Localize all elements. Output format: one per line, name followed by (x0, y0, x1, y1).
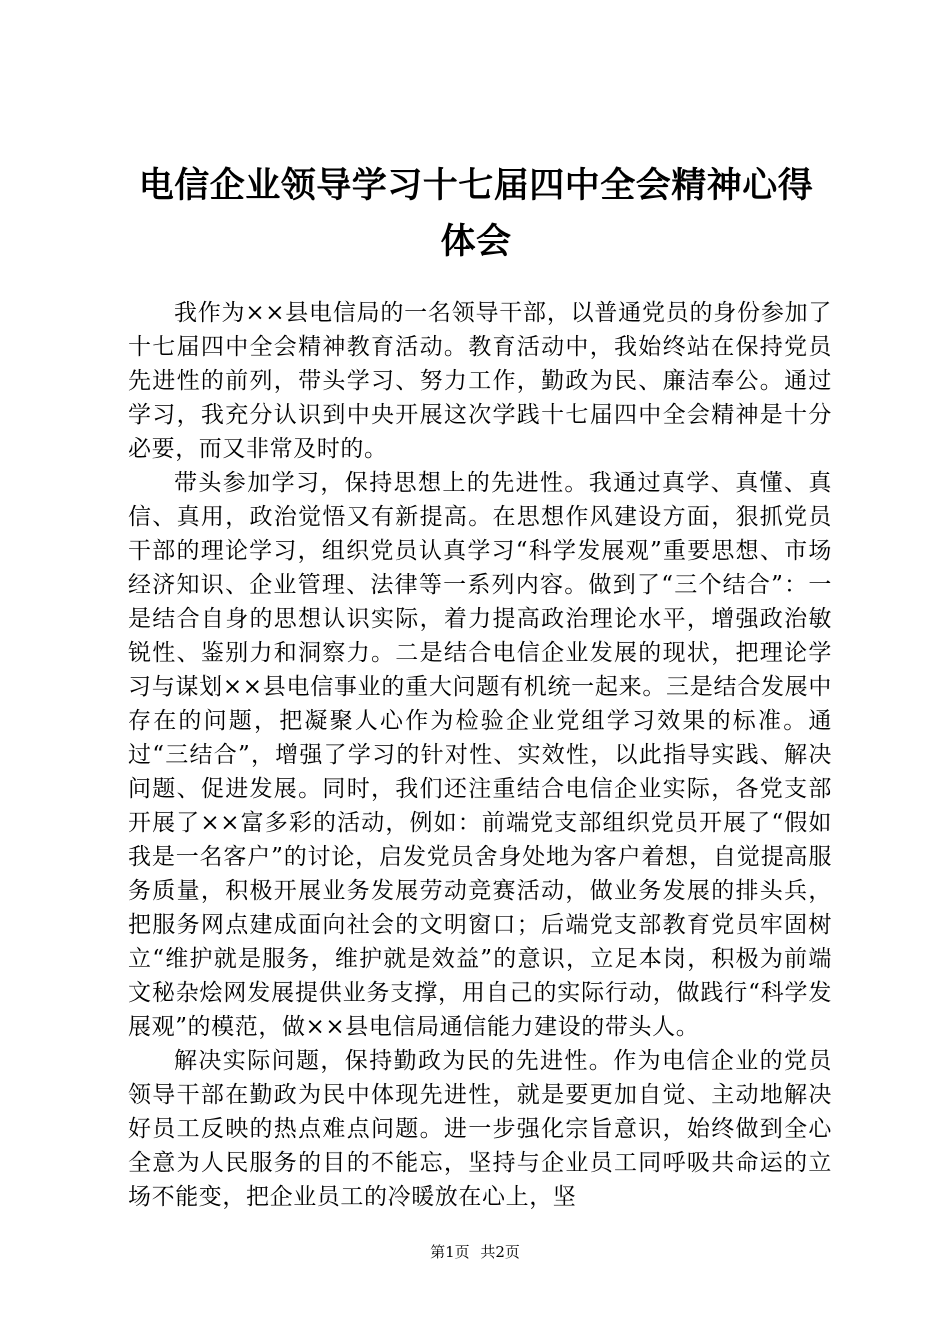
page-footer (0, 1242, 950, 1262)
page-number: 第1页 (430, 1243, 470, 1261)
paragraph-2: 带头参加学习，保持思想上的先进性。我通过真学、真懂、真信、真用，政治觉悟又有新提高。在思想作风建设方面，狠抓党员干部的理论学习，组织党员认真学习“科学发展观”重要思想、市场经济知识、企业管理、法律等一系列内容。做到了“三个结合”：一是结合自身的思想认识实际，着力提高政治理论水平，增强政治敏锐性、鉴别力和洞察力。二是结合电信企业发展的现状，把理论学习与谋划××县电信事业的重大问题有机统一起来。三是结合发展中存在的问题，把凝聚人心作为检验企业党组学习效果的标准。通过“三结合”，增强了学习的针对性、实效性，以此指导实践、解决问题、促进发展。同时，我们还注重结合电信企业实际，各党支部开展了××富多彩的活动，例如：前端党支部组织党员开展了“假如我是一名客户”的讨论，启发党员舍身处地为客户着想，自觉提高服务质量，积极开展业务发展劳动竞赛活动，做业务发展的排头兵，把服务网点建成面向社会的文明窗口；后端党支部教育党员牢固树立“维护就是服务，维护就是效益”的意识，立足本岗，积极为前端文秘杂烩网发展提供业务支撑，用自己的实际行动，做践行“科学发展观”的模范，做××县电信局通信能力建设的带头人。 (128, 470, 832, 1040)
document-body (128, 296, 832, 1214)
page-total: 共2页 (480, 1243, 520, 1261)
paragraph-3: 解决实际问题，保持勤政为民的先进性。作为电信企业的党员领导干部在勤政为民中体现先进性，就是要更加自觉、主动地解决好员工反映的热点难点问题。进一步强化宗旨意识，始终做到全心全意为人民服务的目的不能忘，坚持与企业员工同呼吸共命运的立场不能变，把企业员工的冷暖放在心上，坚 (128, 1048, 832, 1210)
paragraph-1: 我作为××县电信局的一名领导干部，以普通党员的身份参加了十七届四中全会精神教育活动。教育活动中，我始终站在保持党员先进性的前列，带头学习、努力工作，勤政为民、廉洁奉公。通过学习，我充分认识到中央开展这次学践十七届四中全会精神是十分必要，而又非常及时的。 (128, 300, 832, 462)
document-title: 电信企业领导学习十七届四中全会精神心得体会 (138, 166, 814, 262)
